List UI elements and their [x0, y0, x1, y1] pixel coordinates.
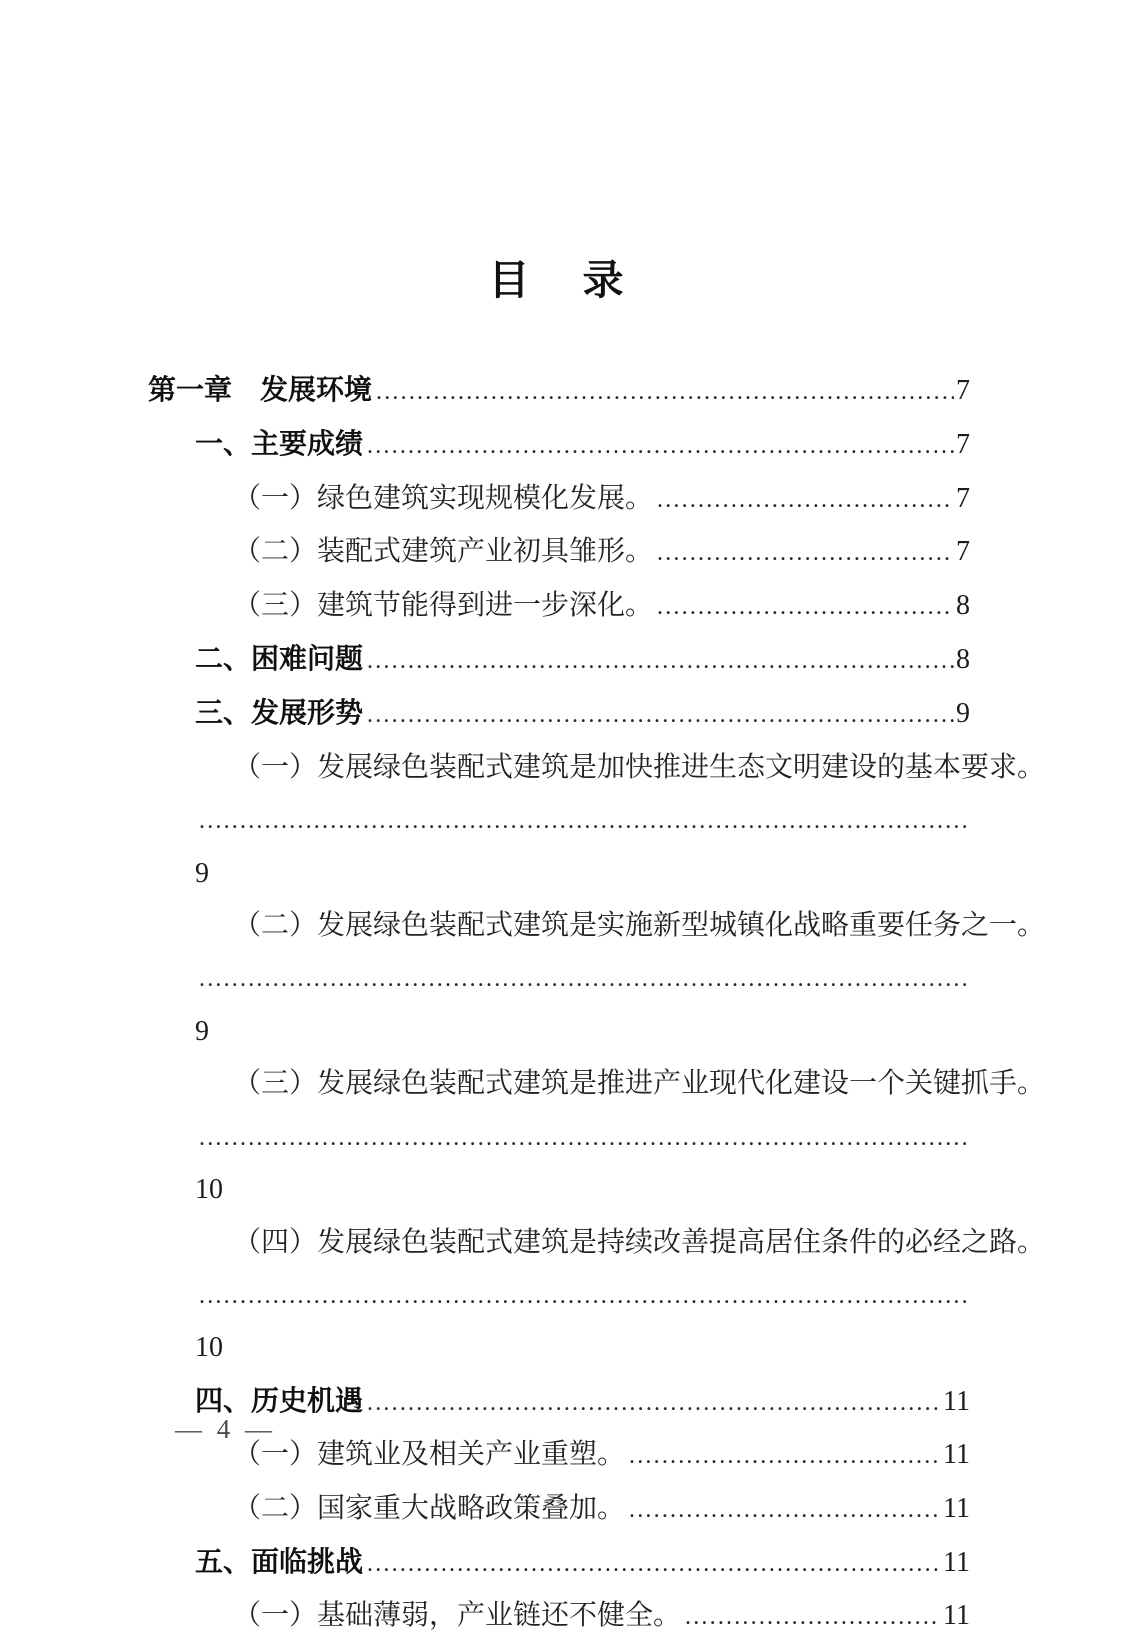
toc-entry [148, 1590, 970, 1643]
dot-leader [367, 1537, 941, 1590]
toc-entry [148, 900, 1046, 1058]
toc-entry [148, 1058, 1046, 1216]
toc-entry-text: （三）建筑节能得到进一步深化。 [233, 589, 654, 621]
dot-leader [685, 1590, 941, 1643]
toc-entry-text: （二）装配式建筑产业初具雏形。 [233, 536, 654, 568]
toc-entry-text: （一）基础薄弱，产业链还不健全。 [233, 1600, 682, 1632]
dot-leader [657, 473, 954, 526]
toc-page-number: 11 [943, 1546, 970, 1578]
dot-leader [199, 952, 968, 1005]
toc-entry-text: 五、面临挑战 [195, 1545, 364, 1577]
toc-page-number: 7 [956, 429, 970, 461]
page-footer-number: — 4 — [175, 1414, 276, 1444]
dot-leader [367, 1376, 941, 1429]
dot-leader [199, 1111, 968, 1164]
toc-entry [148, 580, 970, 633]
table-of-contents [148, 364, 1046, 1644]
toc-entry [148, 1483, 970, 1536]
toc-entry [148, 742, 1046, 900]
toc-page-number: 11 [943, 1492, 970, 1524]
page-title: 目 录 [488, 257, 630, 303]
toc-entry-text: （二）发展绿色装配式建筑是实施新型城镇化战略重要任务之一。 [233, 910, 1046, 942]
dot-leader [376, 365, 954, 418]
dot-leader [367, 419, 954, 472]
toc-entry [148, 364, 970, 418]
toc-page-number: 9 [195, 1015, 209, 1047]
dot-leader [199, 794, 968, 847]
toc-page-number: 7 [956, 482, 970, 514]
toc-page-number: 11 [943, 1439, 970, 1471]
toc-page-number: 10 [195, 1332, 223, 1364]
toc-page-number: 10 [195, 1174, 223, 1206]
toc-entry-text: （二）国家重大战略政策叠加。 [233, 1492, 626, 1524]
toc-entry-text: 第一章 发展环境 [148, 374, 373, 405]
dot-leader [199, 1269, 968, 1322]
toc-entry-text: （一）发展绿色装配式建筑是加快推进生态文明建设的基本要求。 [233, 751, 1046, 783]
toc-entry-text: （三）发展绿色装配式建筑是推进产业现代化建设一个关键抓手。 [233, 1068, 1046, 1100]
toc-entry-text: （一）建筑业及相关产业重塑。 [233, 1439, 626, 1471]
toc-entry [148, 526, 970, 579]
dot-leader [367, 688, 954, 741]
toc-entry-text: 三、发展形势 [195, 697, 364, 729]
toc-entry-text: （一）绿色建筑实现规模化发展。 [233, 482, 654, 514]
toc-page-number: 11 [943, 1600, 970, 1632]
toc-entry [148, 687, 970, 741]
toc-entry [148, 418, 970, 472]
dot-leader [629, 1483, 941, 1536]
dot-leader [657, 580, 954, 633]
toc-page-number: 8 [956, 644, 970, 676]
toc-entry [148, 473, 970, 526]
toc-page-number: 7 [956, 375, 970, 406]
toc-page-number: 8 [956, 589, 970, 621]
toc-entry-text: 二、困难问题 [195, 643, 364, 675]
toc-page-number: 7 [956, 536, 970, 568]
toc-entry [148, 1536, 970, 1590]
toc-page-number: 9 [956, 698, 970, 730]
toc-entry [148, 1217, 1046, 1375]
dot-leader [629, 1429, 941, 1482]
toc-entry [148, 633, 970, 687]
dot-leader [657, 526, 954, 579]
toc-entry-text: （四）发展绿色装配式建筑是持续改善提高居住条件的必经之路。 [233, 1226, 1046, 1258]
toc-entry-text: 一、主要成绩 [195, 428, 364, 460]
toc-entry-text: 四、历史机遇 [195, 1384, 364, 1416]
toc-page-number: 9 [195, 857, 209, 889]
toc-page-number: 11 [943, 1385, 970, 1417]
dot-leader [367, 634, 954, 687]
